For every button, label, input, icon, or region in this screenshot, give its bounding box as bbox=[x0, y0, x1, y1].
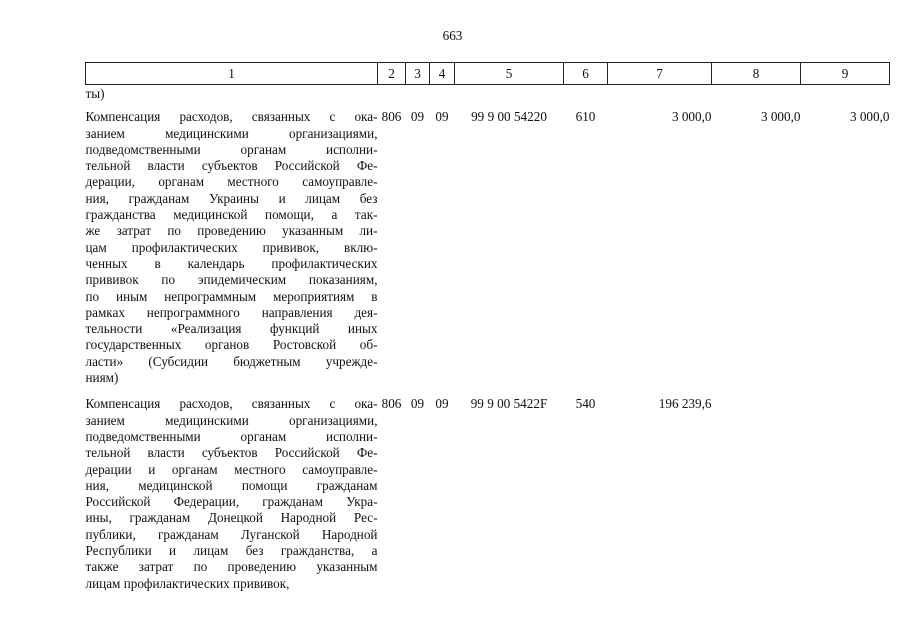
cell-expense-type: 610 bbox=[575, 109, 596, 125]
cell-amount-col9: 3 000,0 bbox=[849, 109, 890, 125]
cell-amount-col7: 3 000,0 bbox=[671, 109, 712, 125]
continuation-row bbox=[86, 85, 890, 103]
description-line: Компенсация расходов, связанных с ока- bbox=[85, 396, 378, 412]
cell-section: 09 bbox=[410, 109, 425, 125]
description-line: занием медицинскими организациями, bbox=[85, 412, 378, 428]
description-line: ния, медицинской помощи гражданам bbox=[85, 477, 378, 493]
description-line: ченных в календарь профилактических bbox=[85, 255, 378, 271]
description-line: ины, гражданам Донецкой Народной Рес- bbox=[85, 510, 378, 526]
cell-section: 09 bbox=[410, 396, 425, 412]
table-row bbox=[86, 386, 890, 592]
column-header: 2 bbox=[378, 63, 406, 85]
row-description bbox=[86, 102, 378, 386]
description-line: гражданства медицинской помощи, а так- bbox=[85, 207, 378, 223]
description-line: Российской Федерации, гражданам Укра- bbox=[85, 494, 378, 510]
cell-subsection: 09 bbox=[435, 396, 449, 412]
cell-ministry-code: 806 bbox=[381, 109, 402, 125]
description-line: тельной власти субъектов Российской Фе- bbox=[85, 445, 378, 461]
description-line: также затрат по проведению указанным bbox=[85, 559, 378, 575]
cell-subsection: 09 bbox=[435, 109, 449, 125]
column-header: 3 bbox=[406, 63, 430, 85]
cell-amount-col8: 3 000,0 bbox=[760, 109, 801, 125]
column-header: 5 bbox=[455, 63, 564, 85]
column-header: 8 bbox=[712, 63, 801, 85]
column-header: 1 bbox=[86, 63, 378, 85]
continuation-text: ты) bbox=[85, 86, 105, 101]
description-line: дерации и органам местного самоуправле- bbox=[85, 461, 378, 477]
page-number: 663 bbox=[442, 28, 463, 43]
budget-table bbox=[85, 62, 890, 592]
column-header: 9 bbox=[801, 63, 890, 85]
column-header: 7 bbox=[608, 63, 712, 85]
cell-target-article: 99 9 00 54220 bbox=[471, 109, 547, 125]
cell-amount-col7: 196 239,6 bbox=[658, 396, 712, 412]
row-description bbox=[86, 386, 378, 592]
cell-target-article: 99 9 00 5422F bbox=[470, 396, 548, 412]
column-header: 6 bbox=[564, 63, 608, 85]
description-line: рамках непрограммного направления дея- bbox=[85, 304, 378, 320]
description-line: ния, гражданам Украины и лицам без bbox=[85, 190, 378, 206]
description-line: ниям) bbox=[85, 370, 119, 386]
description-line: же затрат по проведению указанным ли- bbox=[85, 223, 378, 239]
cell-amount-col8 bbox=[712, 386, 801, 592]
description-line: Республики и лицам без гражданства, а bbox=[85, 543, 378, 559]
description-line: прививок по эпидемическим показаниям, bbox=[85, 272, 378, 288]
description-line: по иным непрограммным мероприятиям в bbox=[85, 288, 378, 304]
description-line: подведомственными органам исполни- bbox=[85, 428, 378, 444]
table-row bbox=[86, 102, 890, 386]
header-row bbox=[86, 63, 890, 85]
description-line: подведомственными органам исполни- bbox=[85, 141, 378, 157]
description-line: тельной власти субъектов Российской Фе- bbox=[85, 158, 378, 174]
cell-amount-col9 bbox=[801, 386, 890, 592]
description-line: Компенсация расходов, связанных с ока- bbox=[85, 109, 378, 125]
description-line: лицам профилактических прививок, bbox=[85, 575, 290, 591]
cell-expense-type: 540 bbox=[575, 396, 596, 412]
description-line: дерации, органам местного самоуправле- bbox=[85, 174, 378, 190]
description-line: государственных органов Ростовской об- bbox=[85, 337, 378, 353]
column-header: 4 bbox=[430, 63, 455, 85]
description-line: занием медицинскими организациями, bbox=[85, 125, 378, 141]
description-line: тельности «Реализация функций иных bbox=[85, 321, 378, 337]
description-line: цам профилактических прививок, вклю- bbox=[85, 239, 378, 255]
cell-ministry-code: 806 bbox=[381, 396, 402, 412]
description-line: ласти» (Субсидии бюджетным учрежде- bbox=[85, 353, 378, 369]
description-line: публики, гражданам Луганской Народной bbox=[85, 526, 378, 542]
